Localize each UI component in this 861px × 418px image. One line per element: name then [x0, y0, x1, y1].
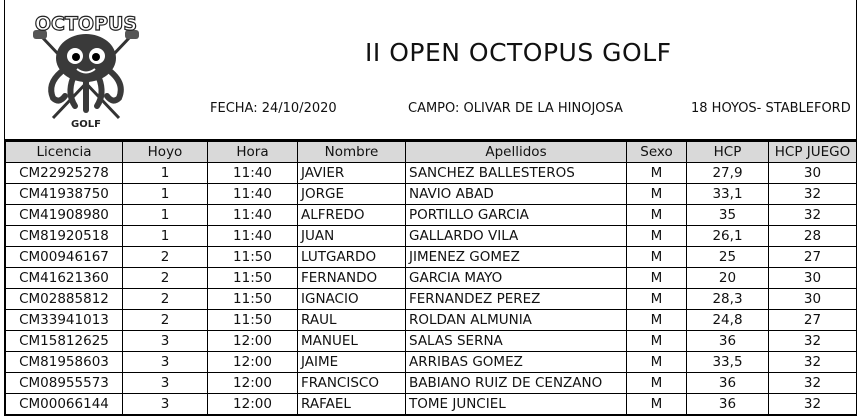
hora-cell: 11:40	[208, 205, 298, 226]
table-row	[6, 226, 857, 247]
nombre-cell: JUAN	[298, 226, 406, 247]
table-row	[6, 205, 857, 226]
hora-cell: 11:40	[208, 226, 298, 247]
hoyo-cell: 2	[123, 289, 208, 310]
table-row	[6, 352, 857, 373]
hoyo-cell: 1	[123, 163, 208, 184]
hcp-juego-cell: 30	[769, 289, 857, 310]
hcp-cell: 27,9	[687, 163, 769, 184]
hoyo-cell: 1	[123, 226, 208, 247]
apellidos-cell: GALLARDO VILA	[406, 226, 627, 247]
col-hora-header: Hora	[208, 142, 298, 163]
document-sheet	[4, 0, 857, 416]
hcp-cell: 36	[687, 394, 769, 415]
col-hcp-juego-header: HCP JUEGO	[769, 142, 857, 163]
licencia-cell: CM81920518	[6, 226, 123, 247]
col-nombre-header: Nombre	[298, 142, 406, 163]
table-row	[6, 310, 857, 331]
hora-cell: 11:40	[208, 163, 298, 184]
sexo-cell: M	[627, 247, 687, 268]
hcp-cell: 35	[687, 205, 769, 226]
hora-cell: 11:50	[208, 247, 298, 268]
apellidos-cell: ARRIBAS GOMEZ	[406, 352, 627, 373]
nombre-cell: RAFAEL	[298, 394, 406, 415]
table-row	[6, 184, 857, 205]
hoyo-cell: 1	[123, 205, 208, 226]
table-row	[6, 163, 857, 184]
nombre-cell: ALFREDO	[298, 205, 406, 226]
licencia-cell: CM41908980	[6, 205, 123, 226]
hcp-cell: 20	[687, 268, 769, 289]
sexo-cell: M	[627, 226, 687, 247]
hoyo-cell: 2	[123, 310, 208, 331]
apellidos-cell: TOME JUNCIEL	[406, 394, 627, 415]
hoyo-cell: 3	[123, 331, 208, 352]
table-row	[6, 289, 857, 310]
hcp-cell: 33,1	[687, 184, 769, 205]
hcp-juego-cell: 27	[769, 247, 857, 268]
hoyo-cell: 3	[123, 394, 208, 415]
sexo-cell: M	[627, 268, 687, 289]
hcp-juego-cell: 32	[769, 184, 857, 205]
hcp-cell: 36	[687, 331, 769, 352]
licencia-cell: CM41938750	[6, 184, 123, 205]
licencia-cell: CM81958603	[6, 352, 123, 373]
table-body	[6, 163, 857, 415]
hcp-juego-cell: 27	[769, 310, 857, 331]
hora-cell: 11:50	[208, 310, 298, 331]
table-row	[6, 247, 857, 268]
hoyo-cell: 2	[123, 268, 208, 289]
hcp-juego-cell: 32	[769, 373, 857, 394]
sexo-cell: M	[627, 205, 687, 226]
table-header-row	[6, 142, 857, 163]
col-hoyo-header: Hoyo	[123, 142, 208, 163]
hora-cell: 11:50	[208, 289, 298, 310]
octopus-golf-logo	[27, 6, 145, 130]
apellidos-cell: SANCHEZ BALLESTEROS	[406, 163, 627, 184]
apellidos-cell: FERNANDEZ PEREZ	[406, 289, 627, 310]
logo-text-top: OCTOPUS	[34, 13, 138, 35]
nombre-cell: RAUL	[298, 310, 406, 331]
apellidos-cell: ROLDAN ALMUNIA	[406, 310, 627, 331]
table-row	[6, 331, 857, 352]
licencia-cell: CM08955573	[6, 373, 123, 394]
date-label: FECHA: 24/10/2020	[210, 101, 337, 116]
sexo-cell: M	[627, 331, 687, 352]
nombre-cell: IGNACIO	[298, 289, 406, 310]
players-table	[5, 141, 857, 415]
nombre-cell: LUTGARDO	[298, 247, 406, 268]
nombre-cell: MANUEL	[298, 331, 406, 352]
document-header	[5, 0, 856, 141]
hcp-cell: 36	[687, 373, 769, 394]
hcp-cell: 26,1	[687, 226, 769, 247]
hoyo-cell: 3	[123, 373, 208, 394]
hcp-juego-cell: 32	[769, 352, 857, 373]
sexo-cell: M	[627, 163, 687, 184]
hcp-juego-cell: 30	[769, 268, 857, 289]
hora-cell: 12:00	[208, 331, 298, 352]
licencia-cell: CM02885812	[6, 289, 123, 310]
licencia-cell: CM41621360	[6, 268, 123, 289]
hora-cell: 11:40	[208, 184, 298, 205]
sexo-cell: M	[627, 310, 687, 331]
hcp-cell: 24,8	[687, 310, 769, 331]
hora-cell: 12:00	[208, 373, 298, 394]
hoyo-cell: 1	[123, 184, 208, 205]
hoyo-cell: 2	[123, 247, 208, 268]
sexo-cell: M	[627, 373, 687, 394]
hora-cell: 12:00	[208, 394, 298, 415]
hcp-juego-cell: 28	[769, 226, 857, 247]
sexo-cell: M	[627, 289, 687, 310]
hcp-juego-cell: 32	[769, 394, 857, 415]
col-licencia-header: Licencia	[6, 142, 123, 163]
nombre-cell: JAIME	[298, 352, 406, 373]
table-row	[6, 268, 857, 289]
table-row	[6, 373, 857, 394]
hcp-juego-cell: 32	[769, 205, 857, 226]
licencia-cell: CM00946167	[6, 247, 123, 268]
hcp-cell: 25	[687, 247, 769, 268]
hora-cell: 11:50	[208, 268, 298, 289]
hcp-juego-cell: 30	[769, 163, 857, 184]
nombre-cell: JORGE	[298, 184, 406, 205]
apellidos-cell: BABIANO RUIZ DE CENZANO	[406, 373, 627, 394]
nombre-cell: JAVIER	[298, 163, 406, 184]
course-label: CAMPO: OLIVAR DE LA HINOJOSA	[408, 101, 623, 116]
apellidos-cell: SALAS SERNA	[406, 331, 627, 352]
col-sexo-header: Sexo	[627, 142, 687, 163]
logo-text-bottom: GOLF	[71, 119, 101, 130]
col-hcp-header: HCP	[687, 142, 769, 163]
licencia-cell: CM33941013	[6, 310, 123, 331]
hora-cell: 12:00	[208, 352, 298, 373]
sexo-cell: M	[627, 352, 687, 373]
hoyo-cell: 3	[123, 352, 208, 373]
apellidos-cell: PORTILLO GARCIA	[406, 205, 627, 226]
apellidos-cell: GARCIA MAYO	[406, 268, 627, 289]
licencia-cell: CM22925278	[6, 163, 123, 184]
sexo-cell: M	[627, 184, 687, 205]
col-apellidos-header: Apellidos	[406, 142, 627, 163]
hcp-cell: 33,5	[687, 352, 769, 373]
page-title: II OPEN OCTOPUS GOLF	[365, 38, 672, 67]
apellidos-cell: JIMENEZ GOMEZ	[406, 247, 627, 268]
hcp-cell: 28,3	[687, 289, 769, 310]
apellidos-cell: NAVIO ABAD	[406, 184, 627, 205]
licencia-cell: CM15812625	[6, 331, 123, 352]
table-row	[6, 394, 857, 415]
nombre-cell: FERNANDO	[298, 268, 406, 289]
format-label: 18 HOYOS- STABLEFORD	[691, 101, 851, 116]
sexo-cell: M	[627, 394, 687, 415]
licencia-cell: CM00066144	[6, 394, 123, 415]
nombre-cell: FRANCISCO	[298, 373, 406, 394]
hcp-juego-cell: 32	[769, 331, 857, 352]
